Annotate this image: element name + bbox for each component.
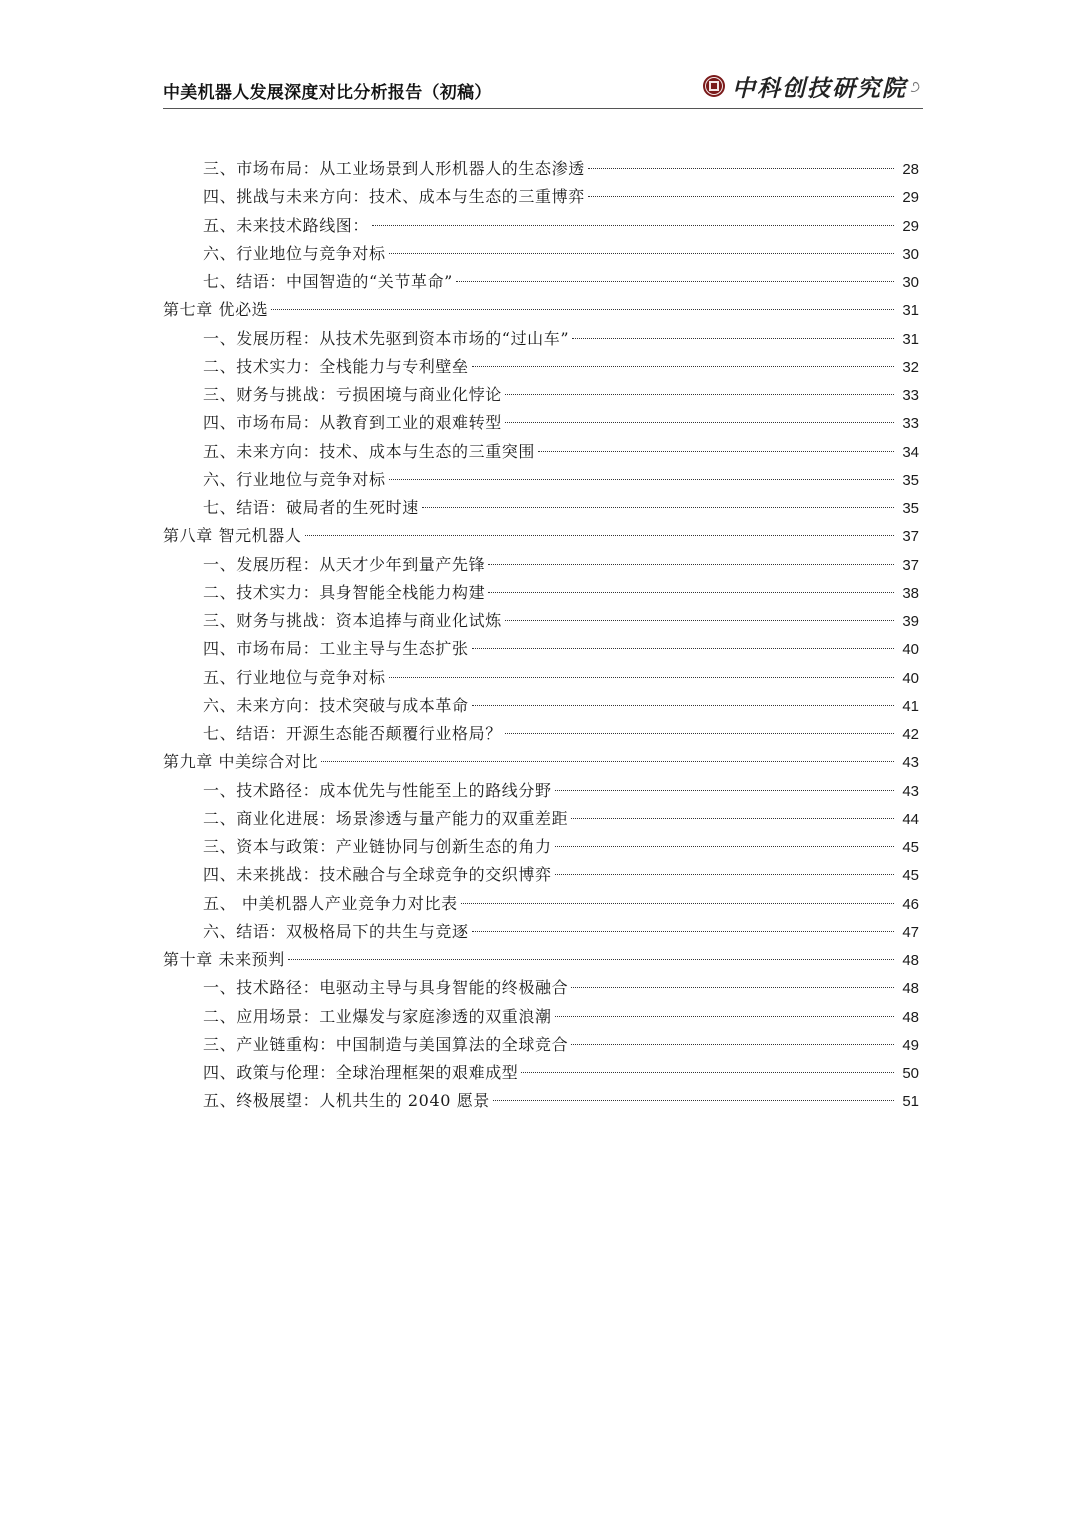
dot-leader [521, 1072, 894, 1073]
toc-entry-label: 第九章 中美综合对比 [163, 752, 319, 772]
toc-entry-label: 四、市场布局：从教育到工业的艰难转型 [203, 413, 502, 433]
dot-leader [472, 705, 894, 706]
toc-page-number: 49 [902, 1036, 919, 1054]
dot-leader [555, 1016, 894, 1017]
dot-leader [493, 1100, 894, 1101]
toc-entry-label: 二、技术实力：全栈能力与专利壁垒 [203, 356, 469, 376]
toc-section-entry[interactable] [163, 494, 919, 522]
dot-leader [372, 225, 894, 226]
dot-leader [505, 422, 894, 423]
toc-entry-label: 一、技术路径：成本优先与性能至上的路线分野 [203, 780, 552, 800]
toc-entry-label: 七、结语：中国智造的“关节革命” [203, 272, 453, 291]
toc-section-entry[interactable] [163, 579, 919, 607]
toc-page-number: 40 [902, 641, 919, 659]
toc-entry-label: 七、结语：破局者的生死时速 [203, 498, 419, 517]
toc-entry-label: 一、发展历程：从技术先驱到资本市场的“过山车” [203, 328, 570, 348]
toc-section-entry[interactable] [163, 353, 919, 381]
toc-page-number: 37 [902, 556, 919, 574]
toc-entry-label: 六、行业地位与竞争对标 [203, 469, 386, 489]
dot-leader [505, 733, 894, 734]
report-title: 中美机器人发展深度对比分析报告（初稿） [163, 83, 492, 103]
toc-section-entry[interactable] [163, 1059, 919, 1087]
toc-entry-label: 第七章 优必选 [163, 300, 269, 320]
toc-chapter-entry[interactable] [163, 296, 919, 324]
dot-leader [555, 790, 894, 791]
toc-section-entry[interactable] [163, 409, 919, 437]
toc-page-number: 33 [902, 415, 919, 433]
toc-chapter-entry[interactable] [163, 946, 919, 974]
toc-section-entry[interactable] [163, 890, 919, 918]
toc-page-number: 30 [902, 245, 919, 263]
toc-section-entry[interactable] [163, 551, 919, 579]
dot-leader [305, 535, 895, 536]
toc-section-entry[interactable] [163, 805, 919, 833]
toc-entry-label: 五、 中美机器人产业竞争力对比表 [203, 893, 458, 913]
dot-leader [555, 846, 894, 847]
toc-entry-label: 四、市场布局：工业主导与生态扩张 [203, 639, 469, 659]
toc-entry-label: 三、财务与挑战：资本追捧与商业化试炼 [203, 611, 502, 630]
toc-entry-label: 三、财务与挑战：亏损困境与商业化悖论 [203, 385, 502, 404]
toc-entry-label: 三、资本与政策：产业链协同与创新生态的角力 [203, 837, 552, 856]
toc-page-number: 38 [902, 584, 919, 602]
dot-leader [555, 874, 894, 875]
dot-leader [571, 1044, 894, 1045]
toc-section-entry[interactable] [163, 1087, 919, 1115]
toc-page-number: 31 [902, 302, 919, 320]
dot-leader [389, 253, 894, 254]
toc-page-number: 51 [902, 1093, 919, 1111]
toc-section-entry[interactable] [163, 155, 919, 183]
toc-section-entry[interactable] [163, 777, 919, 805]
toc-page-number: 31 [902, 330, 919, 348]
toc-page-number: 35 [902, 500, 919, 517]
toc-page-number: 39 [902, 613, 919, 630]
toc-section-entry[interactable] [163, 466, 919, 494]
toc-entry-label: 三、产业链重构：中国制造与美国算法的全球竞合 [203, 1034, 569, 1054]
dot-leader [588, 196, 894, 197]
toc-page-number: 48 [902, 952, 919, 969]
swirl-ornament-icon [909, 77, 923, 95]
toc-entry-label: 四、挑战与未来方向：技术、成本与生态的三重博弈 [203, 187, 585, 207]
toc-page-number: 29 [902, 189, 919, 207]
toc-page-number: 43 [902, 782, 919, 800]
toc-section-entry[interactable] [163, 974, 919, 1002]
toc-section-entry[interactable] [163, 1031, 919, 1059]
toc-page-number: 48 [902, 980, 919, 998]
toc-section-entry[interactable] [163, 692, 919, 720]
dot-leader [422, 507, 894, 508]
toc-page-number: 30 [902, 274, 919, 291]
toc-entry-label: 六、行业地位与竞争对标 [203, 243, 386, 263]
toc-section-entry[interactable] [163, 325, 919, 353]
toc-section-entry[interactable] [163, 607, 919, 635]
toc-section-entry[interactable] [163, 1003, 919, 1031]
toc-page-number: 42 [902, 726, 919, 743]
dot-leader [389, 479, 894, 480]
dot-leader [488, 564, 894, 565]
toc-page-number: 41 [902, 697, 919, 715]
toc-page-number: 45 [902, 867, 919, 885]
dot-leader [572, 338, 894, 339]
dot-leader [588, 168, 894, 169]
toc-entry-label: 一、发展历程：从天才少年到量产先锋 [203, 554, 486, 574]
toc-section-entry[interactable] [163, 212, 919, 240]
toc-page-number: 37 [902, 528, 919, 546]
toc-section-entry[interactable] [163, 635, 919, 663]
toc-entry-label: 五、未来方向：技术、成本与生态的三重突围 [203, 441, 536, 461]
dot-leader [288, 959, 894, 960]
toc-section-entry[interactable] [163, 268, 919, 296]
dot-leader [472, 366, 894, 367]
toc-section-entry[interactable] [163, 240, 919, 268]
toc-page-number: 28 [902, 161, 919, 178]
toc-section-entry[interactable] [163, 720, 919, 748]
dot-leader [571, 987, 894, 988]
dot-leader [472, 931, 894, 932]
toc-page-number: 33 [902, 387, 919, 404]
toc-page-number: 35 [902, 471, 919, 489]
toc-section-entry[interactable] [163, 381, 919, 409]
dot-leader [321, 761, 894, 762]
dot-leader [389, 677, 894, 678]
toc-page-number: 47 [902, 923, 919, 941]
toc-entry-label: 五、未来技术路线图： [203, 215, 370, 235]
toc-page-number: 46 [902, 895, 919, 913]
toc-entry-label: 二、商业化进展：场景渗透与量产能力的双重差距 [203, 808, 569, 828]
toc-page-number: 43 [902, 754, 919, 772]
dot-leader [472, 648, 894, 649]
toc-entry-label: 七、结语：开源生态能否颠覆行业格局？ [203, 724, 502, 743]
toc-section-entry[interactable] [163, 918, 919, 946]
institute-logo [702, 70, 923, 102]
toc-page-number: 29 [902, 217, 919, 235]
dot-leader [505, 620, 894, 621]
table-of-contents [163, 155, 919, 1116]
dot-leader [456, 281, 894, 282]
toc-section-entry[interactable] [163, 833, 919, 861]
toc-page-number: 44 [902, 810, 919, 828]
dot-leader [538, 451, 894, 452]
toc-entry-label: 五、终极展望：人机共生的 2040 愿景 [203, 1091, 490, 1111]
toc-entry-label: 第十章 未来预判 [163, 950, 285, 969]
toc-entry-label: 六、结语：双极格局下的共生与竞逐 [203, 921, 469, 941]
toc-entry-label: 一、技术路径：电驱动主导与具身智能的终极融合 [203, 978, 569, 998]
toc-entry-label: 二、技术实力：具身智能全栈能力构建 [203, 582, 486, 602]
toc-entry-label: 五、行业地位与竞争对标 [203, 667, 386, 687]
toc-entry-label: 三、市场布局：从工业场景到人形机器人的生态渗透 [203, 159, 585, 178]
toc-entry-label: 六、未来方向：技术突破与成本革命 [203, 695, 469, 715]
toc-page-number: 48 [902, 1008, 919, 1026]
institute-name: 中科创技研究院 [732, 74, 907, 102]
toc-page-number: 32 [902, 358, 919, 376]
toc-page-number: 34 [902, 443, 919, 461]
toc-section-entry[interactable] [163, 183, 919, 211]
toc-chapter-entry[interactable] [163, 522, 919, 550]
seal-icon [702, 74, 726, 98]
dot-leader [505, 394, 894, 395]
toc-page-number: 50 [902, 1065, 919, 1082]
dot-leader [271, 309, 894, 310]
dot-leader [571, 818, 894, 819]
toc-chapter-entry[interactable] [163, 748, 919, 776]
toc-entry-label: 二、应用场景：工业爆发与家庭渗透的双重浪潮 [203, 1006, 552, 1026]
toc-page-number: 40 [902, 669, 919, 687]
dot-leader [488, 592, 894, 593]
header-divider [163, 108, 923, 109]
toc-section-entry[interactable] [163, 664, 919, 692]
toc-entry-label: 四、未来挑战：技术融合与全球竞争的交织博弈 [203, 865, 552, 885]
page-header [163, 68, 923, 106]
toc-page-number: 45 [902, 839, 919, 856]
toc-section-entry[interactable] [163, 861, 919, 889]
toc-section-entry[interactable] [163, 438, 919, 466]
toc-entry-label: 第八章 智元机器人 [163, 526, 302, 546]
toc-entry-label: 四、政策与伦理：全球治理框架的艰难成型 [203, 1063, 519, 1082]
dot-leader [461, 903, 894, 904]
